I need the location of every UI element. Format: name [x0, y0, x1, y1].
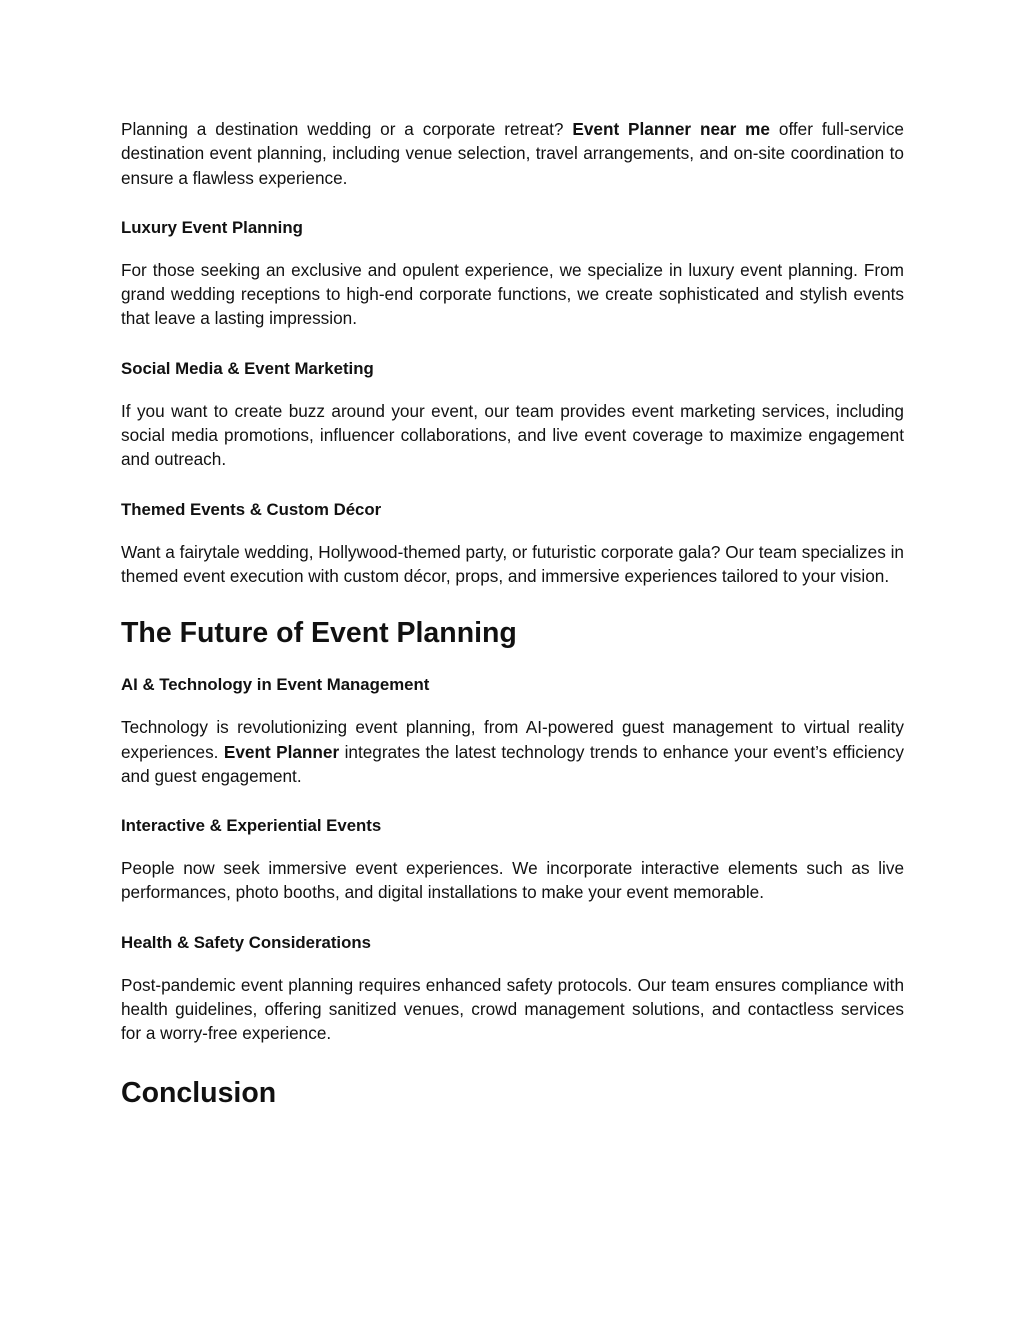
- interactive-heading: Interactive & Experiential Events: [121, 816, 382, 836]
- document-page: [121, 117, 904, 1110]
- intro-bold-link-text: Event Planner near me: [572, 119, 770, 139]
- health-paragraph: Post-pandemic event planning requires enhanced safety protocols. Our team ensures compliance with health guidelines, offering sanitized venues, crowd management solutions, and contactless services for a worry-free experience.: [121, 974, 904, 1044]
- luxury-paragraph: For those seeking an exclusive and opulent experience, we specialize in luxury event planning. From grand wedding receptions to high-end corporate functions, we create sophisticated and stylish events that leave a lasting impression.: [121, 259, 904, 329]
- ai-heading: AI & Technology in Event Management: [121, 675, 430, 695]
- health-heading: Health & Safety Considerations: [121, 932, 371, 952]
- luxury-heading: Luxury Event Planning: [121, 217, 303, 237]
- intro-paragraph: [121, 117, 904, 190]
- intro-text-end: offer full-service destination event planning, including venue selection, travel arrangements, and on-site coordination to ensure a flawless experience.: [121, 119, 904, 188]
- conclusion-title: Conclusion: [121, 1076, 277, 1109]
- future-title: The Future of Event Planning: [121, 617, 517, 650]
- ai-text-start: Technology is revolutionizing event planning, from AI-powered guest management to virtual reality experiences.: [121, 717, 904, 762]
- ai-text-end: integrates the latest technology trends to enhance your event’s efficiency and guest engagement.: [121, 741, 905, 786]
- intro-text-start: Planning a destination wedding or a corporate retreat?: [121, 119, 573, 139]
- social-paragraph: If you want to create buzz around your event, our team provides event marketing services, including social media promotions, influencer collaborations, and live event coverage to maximize engagement and outreach.: [121, 400, 904, 470]
- interactive-paragraph: People now seek immersive event experiences. We incorporate interactive elements such as live performances, photo booths, and digital installations to make your event memorable.: [121, 858, 904, 903]
- social-heading: Social Media & Event Marketing: [121, 358, 374, 378]
- themed-heading: Themed Events & Custom Décor: [121, 499, 382, 519]
- ai-bold-text: Event Planner: [223, 741, 340, 762]
- ai-paragraph: [121, 715, 904, 788]
- themed-paragraph: Want a fairytale wedding, Hollywood-themed party, or futuristic corporate gala? Our team specializes in themed event execution with custom décor, props, and immersive experiences tailored to your vision.: [121, 541, 904, 586]
